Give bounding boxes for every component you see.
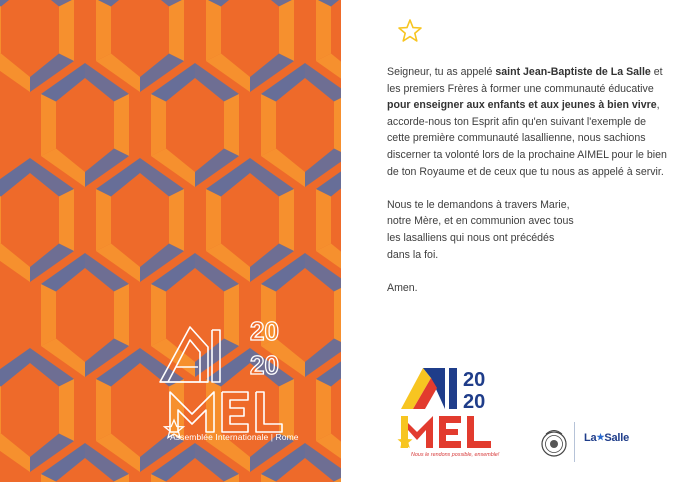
prayer-panel (341, 0, 682, 482)
hexagon-segment (114, 284, 129, 346)
hexagon-segment (59, 189, 74, 251)
aimel-logo-color (395, 364, 525, 454)
prayer-text (387, 64, 667, 313)
hexagon-segment (334, 284, 341, 346)
lasalle-logo (584, 432, 629, 444)
hexagon-segment (0, 434, 30, 473)
lasalle-brand-2: Salle (604, 432, 629, 444)
prayer-line: notre Mère, et en communion avec tous (387, 215, 574, 228)
hexagon-segment (151, 94, 166, 156)
hexagon-segment (96, 379, 111, 441)
left-logo-year-1: 20 (250, 316, 279, 346)
logo-tagline: Nous le rendons possible, ensemble! (411, 452, 500, 458)
hexagon-segment (59, 0, 74, 61)
hexagon-segment (96, 189, 111, 251)
right-logo-year-2: 20 (463, 391, 486, 413)
hexagon-segment (0, 348, 30, 387)
hexagon-segment (279, 189, 294, 251)
assembly-caption: Assemblée Internationale | Rome (170, 432, 299, 442)
prayer-run: et les premiers Frères à former une communauté éducative (387, 66, 663, 95)
hexagon-segment (224, 94, 239, 156)
right-logo-year-1: 20 (463, 369, 486, 391)
institute-seal-icon (540, 428, 568, 460)
hexagon-segment (0, 189, 1, 251)
hexagon-segment (206, 0, 221, 61)
hexagon-segment (0, 54, 30, 93)
hexagon-segment (169, 189, 184, 251)
hexagon-segment (59, 379, 74, 441)
hexagon-segment (0, 0, 1, 61)
hexagon-segment (169, 0, 184, 61)
hexagon-segment (0, 379, 1, 441)
hexagon-segment (316, 0, 331, 61)
logo-divider (574, 422, 575, 462)
hexagon-segment (261, 94, 276, 156)
hexagon-segment (279, 0, 294, 61)
hexagon-segment (316, 189, 331, 251)
prayer-paragraph-1 (387, 64, 667, 180)
hexagon-segment (41, 284, 56, 346)
hexagon-segment (206, 189, 221, 251)
hexagon-segment (41, 94, 56, 156)
left-logo-year-2: 20 (250, 350, 279, 380)
hexagon-segment (0, 0, 30, 7)
hexagon-segment (114, 94, 129, 156)
prayer-amen: Amen. (387, 281, 418, 294)
star-icon: ★ (596, 432, 605, 442)
prayer-line: dans la foi. (387, 248, 439, 261)
prayer-emphasis: saint Jean-Baptiste de La Salle (495, 66, 651, 78)
hexagon-segment (96, 0, 111, 61)
hexagon-segment (334, 94, 341, 156)
star-outline-icon (397, 18, 423, 44)
prayer-paragraph-2 (387, 197, 667, 263)
lasalle-brand-1: La (584, 432, 597, 444)
prayer-run: , accorde-nous ton Esprit afin qu'en suivant l'exemple de cette première communauté lasallienne, nous sachions discerner ta volonté lors de la prochaine AIMEL pour le bien de ton Royaume et de ceux que tu nous as appelé à servir. (387, 99, 667, 178)
prayer-line: les lasalliens qui nous ont précédés (387, 231, 555, 244)
hexagon-segment (0, 244, 30, 283)
hexagon-segment (0, 158, 30, 197)
prayer-line: Nous te le demandons à travers Marie, (387, 198, 570, 211)
prayer-run: Seigneur, tu as appelé (387, 66, 496, 78)
prayer-emphasis: pour enseigner aux enfants et aux jeunes à bien vivre (387, 99, 657, 112)
